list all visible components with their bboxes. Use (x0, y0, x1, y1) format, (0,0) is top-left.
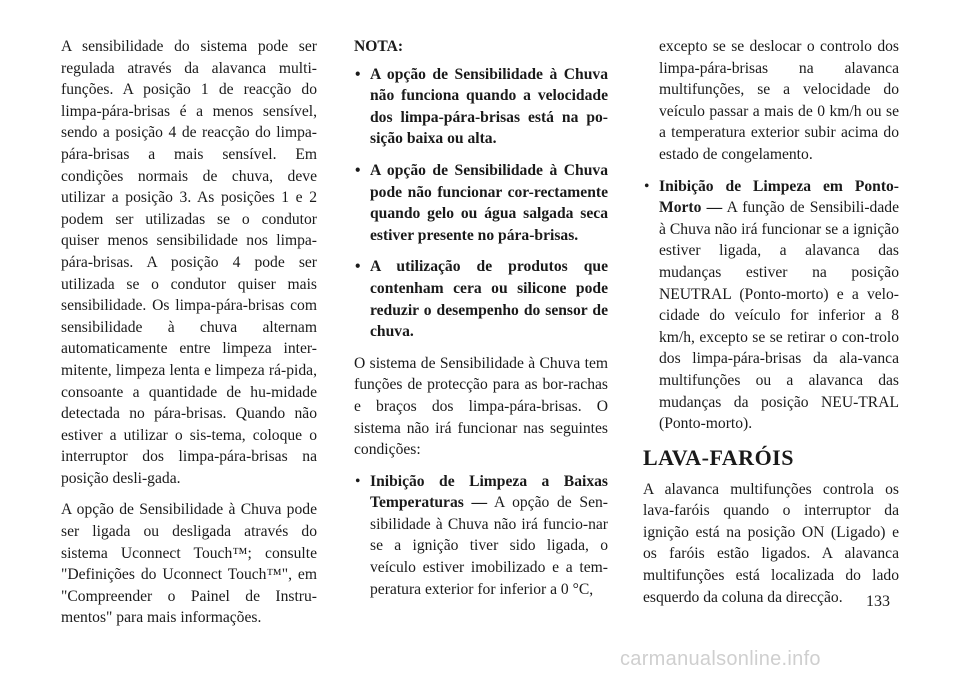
note-item: • A opção de Sensibilidade à Chuva não funciona quando a velocidade dos limpa-pára-brisas está na po-sição baixa ou alta. (354, 64, 608, 150)
uconnect-paragraph: A opção de Sensibilidade à Chuva pode ser ligada ou desligada através do sistema Uconnect Touch™; consulte "Definições do Uconnect Touch™", em "Compreender o Painel de Instru-mentos" para mais informações. (61, 501, 317, 627)
section-heading: LAVA-FARÓIS (643, 444, 794, 470)
condition-term: Inibição de Limpeza a Baixas Temperaturas — (370, 472, 608, 512)
condition-term: Inibição de Limpeza em Ponto-Morto — (659, 177, 899, 217)
condition-continuation: excepto se se deslocar o controlo dos limpa-pára-brisas na alavanca multifunções, se a velocidade do veículo passar a mais de 0 km/h ou se a temperatura exterior subir acima do estado de congelamento. (659, 38, 899, 163)
note-item: • A utilização de produtos que contenham cera ou silicone pode reduzir o desempenho do sensor de chuva. (354, 256, 608, 342)
sensitivity-paragraph: A sensibilidade do sistema pode ser regulada através da alavanca multi-funções. A posição 1 de reacção do limpa-pára-brisas é a menos sensível, sendo a posição 4 de reacção do limpa-pára-brisas a mais sensível. Em condições normais de chuva, deve utilizar a posição 3. As posições 1 e 2 podem ser utilizadas se o condutor quiser menos sensibilidade nos limpa-pára-brisas. A posição 4 pode ser utilizada se o condutor quiser mais sensibilidade. Os limpa-pára-brisas com sensibilidade à chuva alternam automaticamente entre limpeza inter-mitente, limpeza lenta e limpeza rá-pida, consoante a quantidade de hu-midade detectada no pára-brisas. Quando não estiver a utilizar o sis-tema, coloque o interruptor dos limpa-pára-brisas na posição desli-gada. (61, 38, 317, 487)
conditions-list-cont (643, 176, 899, 435)
conditions-list (354, 471, 608, 601)
page-number: 133 (866, 593, 890, 610)
note-title: NOTA: (354, 38, 404, 55)
condition-item-neutral (643, 176, 899, 435)
left-column (61, 36, 317, 639)
note-list (354, 64, 608, 343)
condition-item-low-temperature (354, 471, 608, 601)
protection-paragraph: O sistema de Sensibilidade à Chuva tem funções de protecção para as bor-rachas e braços dos limpa-pára-brisas. O sistema não irá funcionar nas seguintes condições: (354, 354, 608, 459)
middle-column (354, 36, 608, 610)
watermark: carmanualsonline.info (620, 648, 821, 670)
headlamp-washer-paragraph: A alavanca multifunções controla os lava-faróis quando o interruptor da ignição está na posição ON (Ligado) e os faróis estão ligados. A alavanca multifunções está localizada do lado esquerdo da coluna da direcção. (643, 480, 899, 606)
condition-text: A opção de Sen-sibilidade à Chuva não irá funcio-nar se a ignição tiver sido ligada, o veículo estiver imobilizado e a tem-peratura exterior for inferior a 0 °C, (370, 494, 608, 598)
condition-text: A função de Sensibili-dade à Chuva não irá funcionar se a ignição estiver ligada, a alavanca das mudanças estiver na posição NEUTRAL (Ponto-morto) e a velo-cidade do veículo for inferior a 8 km/h, excepto se se retirar o con-trolo dos limpa-pára-brisas da ala-vanca multifunções ou a alavanca das mudanças da posição NEU-TRAL (Ponto-morto). (659, 199, 899, 433)
note-item: • A opção de Sensibilidade à Chuva pode não funcionar cor-rectamente quando gelo ou água salgada seca estiver presente no pára-brisas. (354, 160, 608, 246)
right-column (643, 36, 899, 618)
